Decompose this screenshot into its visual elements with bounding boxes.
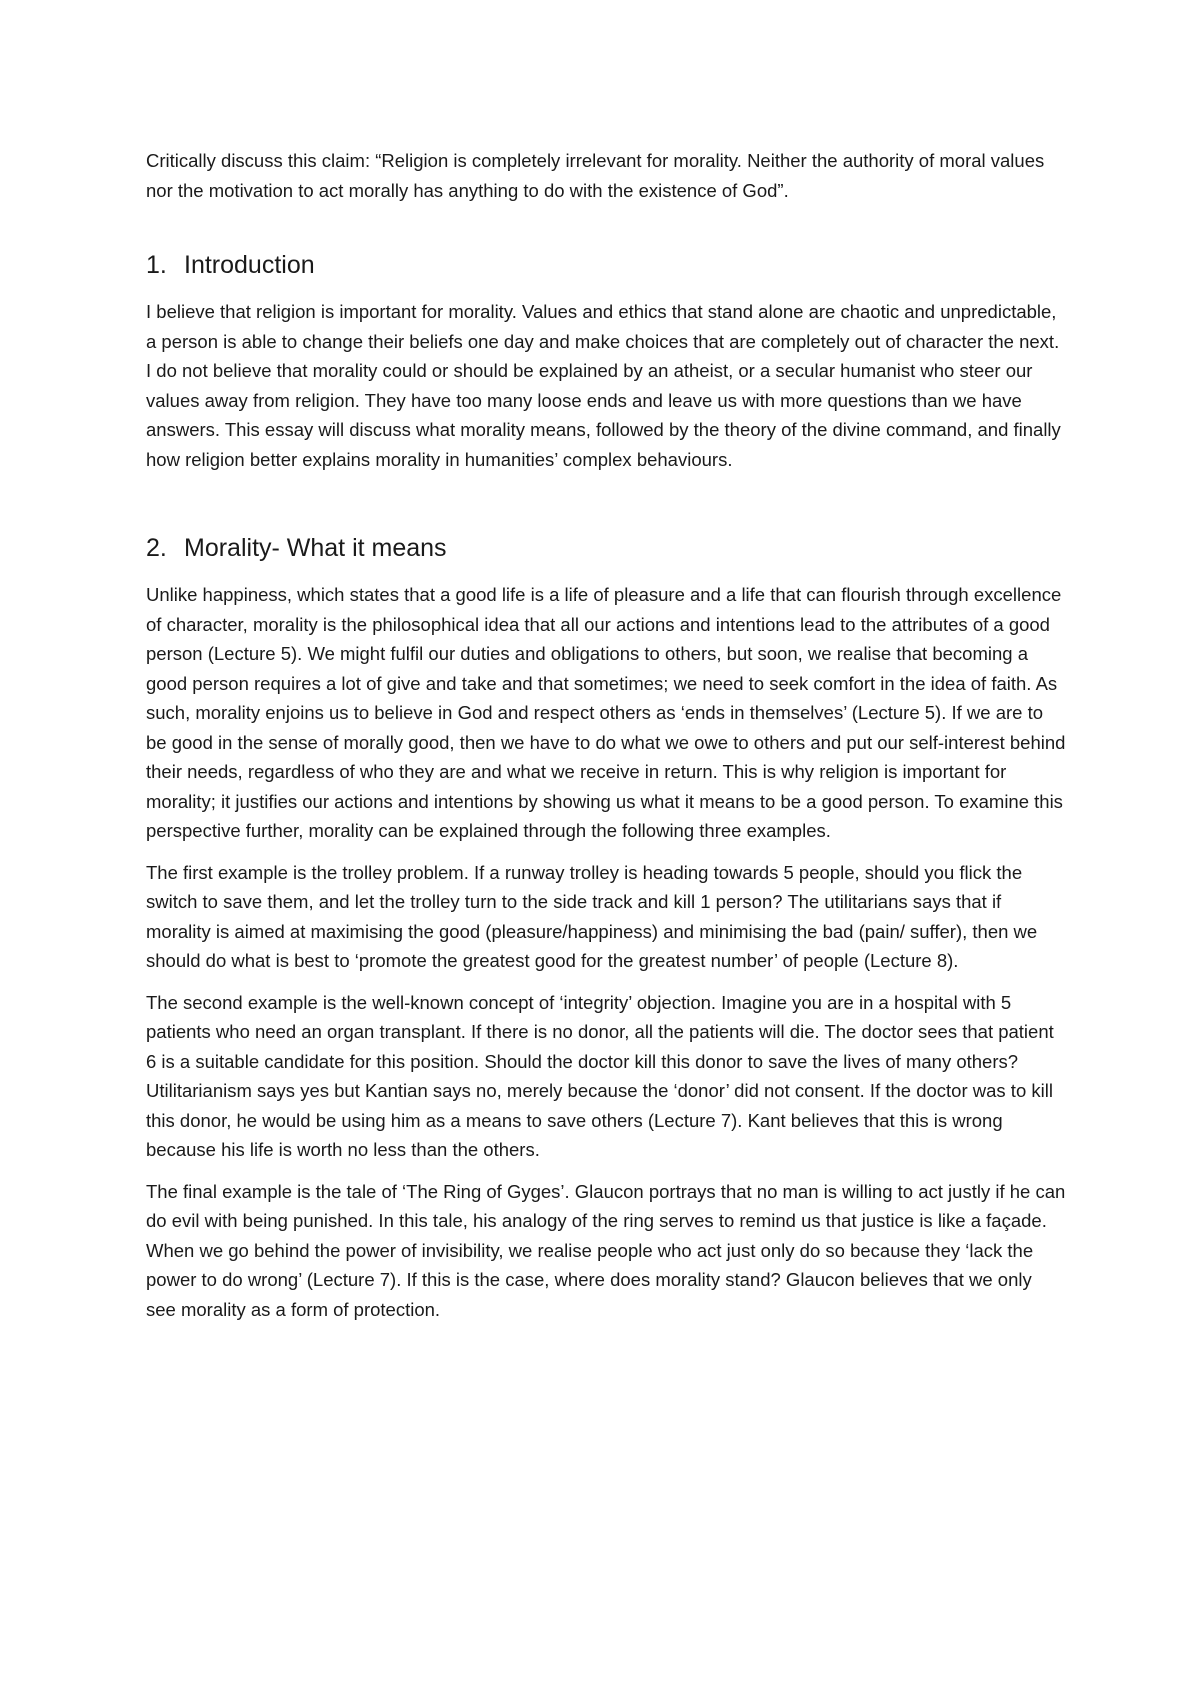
morality-paragraph-gyges: The final example is the tale of ‘The Ring of Gyges’. Glaucon portrays that no man is willing to act justly if he can do evil with being punished. In this tale, his analogy of the ring serves to remind us that justice is like a façade. When we go behind the power of invisibility, we realise people who act just only do so because they ‘lack the power to do wrong’ (Lecture 7). If this is the case, where does morality stand? Glaucon believes that we only see morality as a form of protection. — [146, 1180, 1066, 1320]
morality-paragraph-trolley: The first example is the trolley problem. If a runway trolley is heading towards 5 people, should you flick the switch to save them, and let the trolley turn to the side track and kill 1 person? The utilitarians says that if morality is aimed at maximising the good (pleasure/happiness) and minimising the bad (pain/ suffer), then we should do what is best to ‘promote the greatest good for the greatest number’ of people (Lecture 8). — [146, 861, 1038, 971]
section-heading-morality — [146, 532, 1066, 564]
section-title: Introduction — [184, 251, 315, 279]
section-number: 1. — [146, 251, 167, 279]
section-title: Morality- What it means — [184, 534, 447, 562]
essay-prompt: Critically discuss this claim: “Religion is completely irrelevant for morality. Neither the authority of moral values nor the motivation to act morally has anything to do with the existence of God”. — [146, 150, 1045, 201]
section-number: 2. — [146, 534, 167, 562]
morality-paragraph-definition: Unlike happiness, which states that a good life is a life of pleasure and a life that can flourish through excellence of character, morality is the philosophical idea that all our actions and intentions lead to the attributes of a good person (Lecture 5). We might fulfil our duties and obligations to others, but soon, we realise that becoming a good person requires a lot of give and take and that sometimes; we need to seek comfort in the idea of faith. As such, morality enjoins us to believe in God and respect others as ‘ends in themselves’ (Lecture 5). If we are to be good in the sense of morally good, then we have to do what we owe to others and put our self-interest behind their needs, regardless of who they are and what we receive in return. This is why religion is important for morality; it justifies our actions and intentions by showing us what it means to be a good person. To examine this perspective further, morality can be explained through the following three examples. — [146, 584, 1066, 841]
section-heading-introduction — [146, 249, 1066, 281]
introduction-paragraph: I believe that religion is important for morality. Values and ethics that stand alone are chaotic and unpredictable, a person is able to change their beliefs one day and make choices that are completely out of character the next. I do not believe that morality could or should be explained by an atheist, or a secular humanist who steer our values away from religion. They have too many loose ends and leave us with more questions than we have answers. This essay will discuss what morality means, followed by the theory of the divine command, and finally how religion better explains morality in humanities’ complex behaviours. — [146, 301, 1061, 470]
morality-paragraph-integrity: The second example is the well-known concept of ‘integrity’ objection. Imagine you are in a hospital with 5 patients who need an organ transplant. If there is no donor, all the patients will die. The doctor sees that patient 6 is a suitable candidate for this position. Should the doctor kill this donor to save the lives of many others? Utilitarianism says yes but Kantian says no, merely because the ‘donor’ did not consent. If the doctor was to kill this donor, he would be using him as a means to save others (Lecture 7). Kant believes that this is wrong because his life is worth no less than the others. — [146, 991, 1054, 1160]
document-body — [146, 146, 1066, 1324]
